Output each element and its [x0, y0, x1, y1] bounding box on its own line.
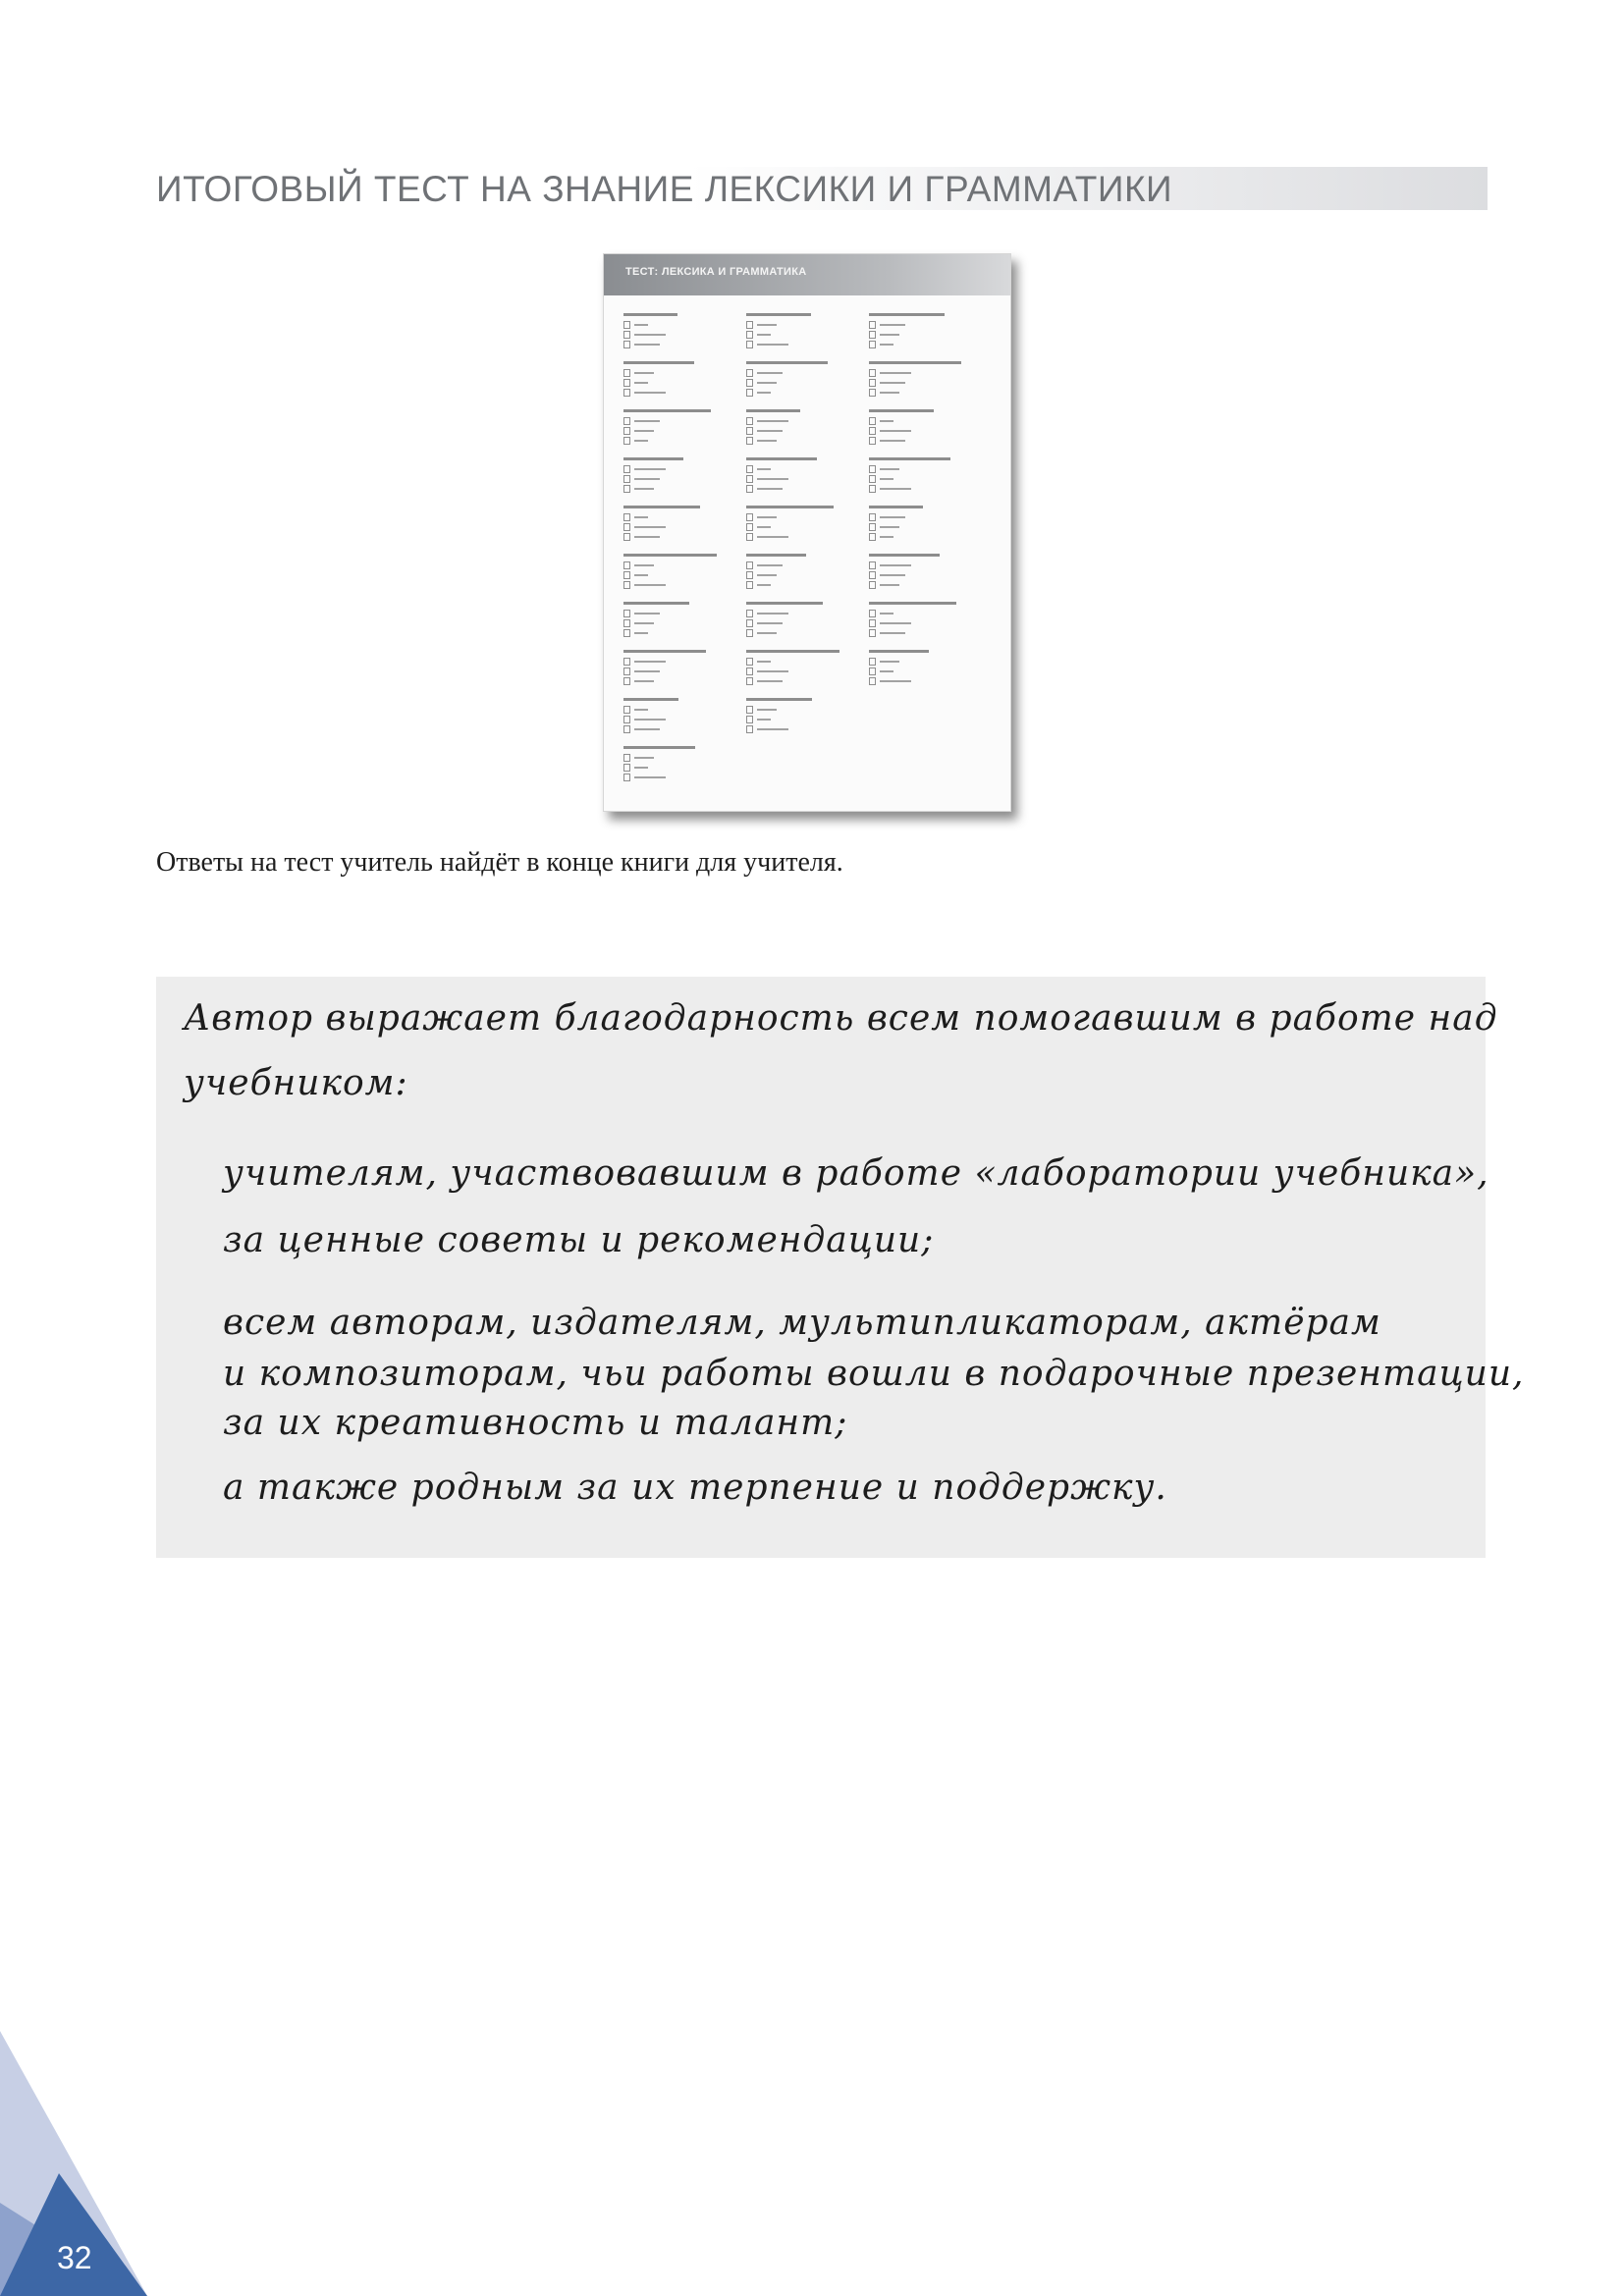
ack-item-authors-line2: и композиторам, чьи работы вошли в подарочные презентации,	[223, 1354, 1525, 1394]
thumbnail-question	[869, 457, 989, 493]
thumbnail-question	[869, 650, 989, 685]
thumbnail-question	[623, 554, 743, 589]
ack-intro-line1: Автор выражает благодарность всем помогавшим в работе над	[184, 998, 1498, 1039]
thumbnail-question	[623, 506, 743, 541]
thumbnail-question	[869, 313, 989, 348]
thumbnail-question	[746, 650, 866, 685]
thumbnail-question	[746, 506, 866, 541]
thumbnail-question	[623, 409, 743, 445]
acknowledgements-box	[156, 977, 1525, 1558]
ack-item-authors-line1: всем авторам, издателям, мультипликаторам, актёрам	[223, 1303, 1381, 1343]
thumbnail-question	[746, 409, 866, 445]
test-page-thumbnail	[603, 253, 1011, 812]
thumbnail-question	[623, 361, 743, 397]
ack-item-authors-line3: за их креативность и талант;	[223, 1403, 848, 1443]
thumbnail-question	[623, 457, 743, 493]
thumbnail-question	[623, 698, 743, 733]
answers-note: Ответы на тест учитель найдёт в конце книги для учителя.	[156, 847, 843, 878]
thumbnail-question	[623, 602, 743, 637]
page-number: 32	[57, 2240, 92, 2275]
thumbnail-question	[623, 650, 743, 685]
ack-item-family-line1: а также родным за их терпение и поддержку.	[223, 1468, 1167, 1508]
thumbnail-question	[869, 409, 989, 445]
ack-intro-line2: учебником:	[184, 1063, 408, 1103]
thumbnail-question	[623, 746, 743, 781]
thumbnail-questions	[623, 313, 997, 804]
thumbnail-question	[746, 361, 866, 397]
thumbnail-question	[746, 602, 866, 637]
section-title: ИТОГОВЫЙ ТЕСТ НА ЗНАНИЕ ЛЕКСИКИ И ГРАММАТИКИ	[156, 169, 1173, 209]
thumbnail-question	[746, 313, 866, 348]
thumbnail-title: ТЕСТ: ЛЕКСИКА И ГРАММАТИКА	[625, 266, 807, 278]
ack-item-teachers-line2: за ценные советы и рекомендации;	[223, 1220, 935, 1260]
thumbnail-question	[746, 698, 866, 733]
thumbnail-column	[746, 313, 866, 746]
thumbnail-column	[623, 313, 743, 794]
thumbnail-question	[869, 602, 989, 637]
thumbnail-header	[604, 254, 1010, 295]
thumbnail-question	[746, 457, 866, 493]
ack-item-teachers-line1: учителям, участвовавшим в работе «лаборатории учебника»,	[223, 1153, 1489, 1194]
thumbnail-column	[869, 313, 989, 698]
thumbnail-question	[869, 506, 989, 541]
thumbnail-question	[746, 554, 866, 589]
thumbnail-question	[623, 313, 743, 348]
thumbnail-question	[869, 361, 989, 397]
section-header	[156, 167, 1488, 210]
thumbnail-question	[869, 554, 989, 589]
